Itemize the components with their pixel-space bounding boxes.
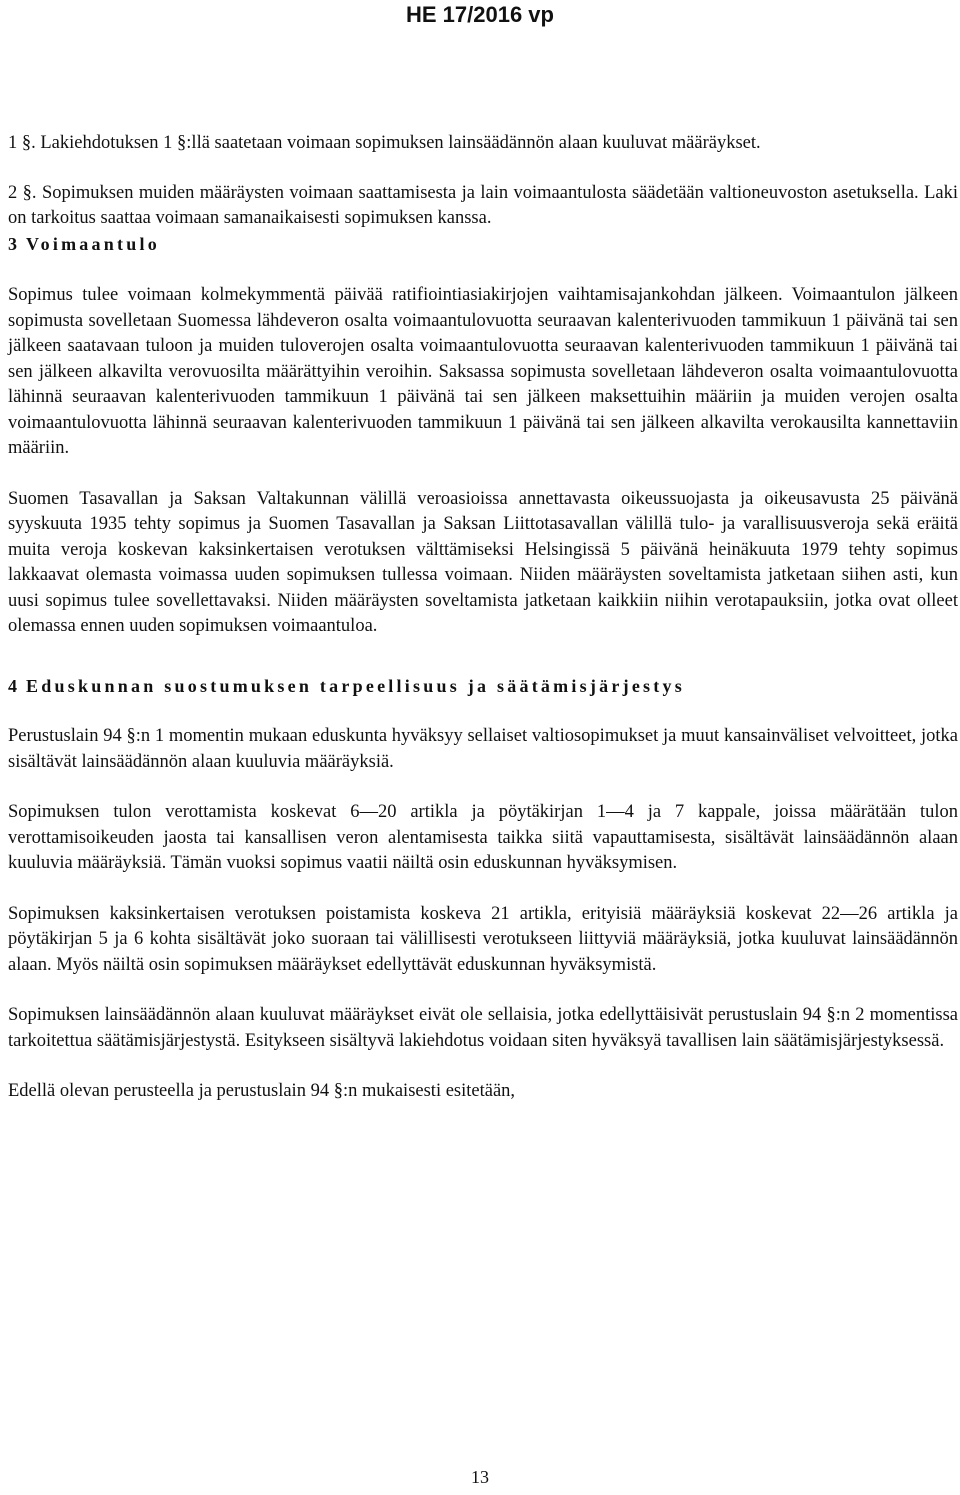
section-4-title: Eduskunnan suostumuksen tarpeellisuus ja säätämisjärjestys bbox=[26, 675, 686, 696]
document-id-header: HE 17/2016 vp bbox=[406, 2, 554, 27]
section-3-title: Voimaantulo bbox=[26, 233, 160, 254]
paragraph-section-2: 2 §. Sopimuksen muiden määräysten voimaan saattamisesta ja lain voimaantulosta säädetään valtioneuvoston asetuksella. Laki on tarkoitus saattaa voimaan samanaikaisesti sopimuksen kanssa. bbox=[8, 182, 958, 228]
paragraph-section-1: 1 §. Lakiehdotuksen 1 §:llä saatetaan voimaan sopimuksen lainsäädännön alaan kuuluvat määräykset. bbox=[8, 133, 761, 153]
paragraph-procedure: Sopimuksen lainsäädännön alaan kuuluvat määräykset eivät ole sellaisia, jotka edellyttäisivät perustuslain 94 §:n 2 momentissa tarkoitettua säätämisjärjestystä. Esitykseen sisältyvä lakiehdotus voidaan siten hyväksyä tavallisen lain säätämisjärjestyksessä. bbox=[8, 1005, 958, 1051]
paragraph-article-21: Sopimuksen kaksinkertaisen verotuksen poistamista koskeva 21 artikla, erityisiä määräyksiä koskevat 22—26 artikla ja pöytäkirjan 5 ja 6 kohta sisältävät joko suoraan tai välillisesti verotukseen liittyviä määräyksiä, jotka kuuluvat lainsäädännön alaan. Myös näiltä osin sopimuksen määräykset edellyttävät eduskunnan hyväksymistä. bbox=[8, 903, 958, 975]
document-body bbox=[8, 131, 958, 1105]
section-4-number: 4 bbox=[8, 675, 26, 696]
paragraph-articles-6-20: Sopimuksen tulon verottamista koskevat 6—20 artikla ja pöytäkirjan 1—4 ja 7 kappale, joissa määrätään tulon verottamisoikeuden jaosta tai kansallisen veron alentamisesta taikka siitä vapauttamisesta, sisältävät lainsäädännön alaan kuuluvia määräyksiä. Tämän vuoksi sopimus vaatii näiltä osin eduskunnan hyväksymisen. bbox=[8, 802, 958, 873]
paragraph-constitution-94: Perustuslain 94 §:n 1 momentin mukaan eduskunta hyväksyy sellaiset valtiosopimukset ja muut kansainväliset velvoitteet, jotka sisältävät lainsäädännön alaan kuuluvia määräyksiä. bbox=[8, 726, 958, 772]
section-3-number: 3 bbox=[8, 233, 26, 254]
section-3-heading bbox=[8, 232, 958, 258]
paragraph-conclusion: Edellä olevan perusteella ja perustuslain 94 §:n mukaisesti esitetään, bbox=[8, 1081, 516, 1101]
section-4-heading bbox=[8, 674, 958, 700]
page-number: 13 bbox=[471, 1467, 489, 1487]
paragraph-entry-into-force: Sopimus tulee voimaan kolmekymmentä päivää ratifiointiasiakirjojen vaihtamisajankohdan jälkeen. Voimaantulon jälkeen sopimusta sovelletaan Suomessa lähdeveron osalta voimaantulovuotta seuraavan kalenterivuoden tammikuun 1 päivänä tai sen jälkeen saatavaan tuloon ja muiden tuloverojen osalta voimaantulovuotta seuraavan kalenterivuoden tammikuun 1 päivänä tai sen jälkeen alkavilta verovuosilta määrättyihin veroihin. Saksassa sopimusta sovelletaan lähdeveron osalta voimaantulovuotta lähinnä seuraavan kalenterivuoden tammikuun 1 päivänä tai sen jälkeen maksettuihin määriin ja muiden verojen osalta voimaantulovuotta lähinnä seuraavan kalenterivuoden tammikuun 1 päivänä tai sen jälkeen alkavilta verokausilta kannettaviin määriin. bbox=[8, 285, 958, 458]
paragraph-previous-agreements: Suomen Tasavallan ja Saksan Valtakunnan välillä veroasioissa annettavasta oikeussuojasta ja oikeusavusta 25 päivänä syyskuuta 1935 tehty sopimus ja Suomen Tasavallan ja Saksan Liittotasavallan välillä tulo- ja varallisuusveroja sekä eräitä muita veroja koskevan kaksinkertaisen verotuksen välttämiseksi Helsingissä 5 päivänä heinäkuuta 1979 tehty sopimus lakkaavat olemasta voimassa uuden sopimuksen tullessa voimaan. Niiden määräysten soveltamista jatketaan siihen asti, kun uusi sopimus tulee sovellettavaksi. Niiden määräysten soveltamista jatketaan kaikkiin niihin verotapauksiin, jotka ovat olleet olemassa ennen uuden sopimuksen voimaantuloa. bbox=[8, 488, 958, 636]
